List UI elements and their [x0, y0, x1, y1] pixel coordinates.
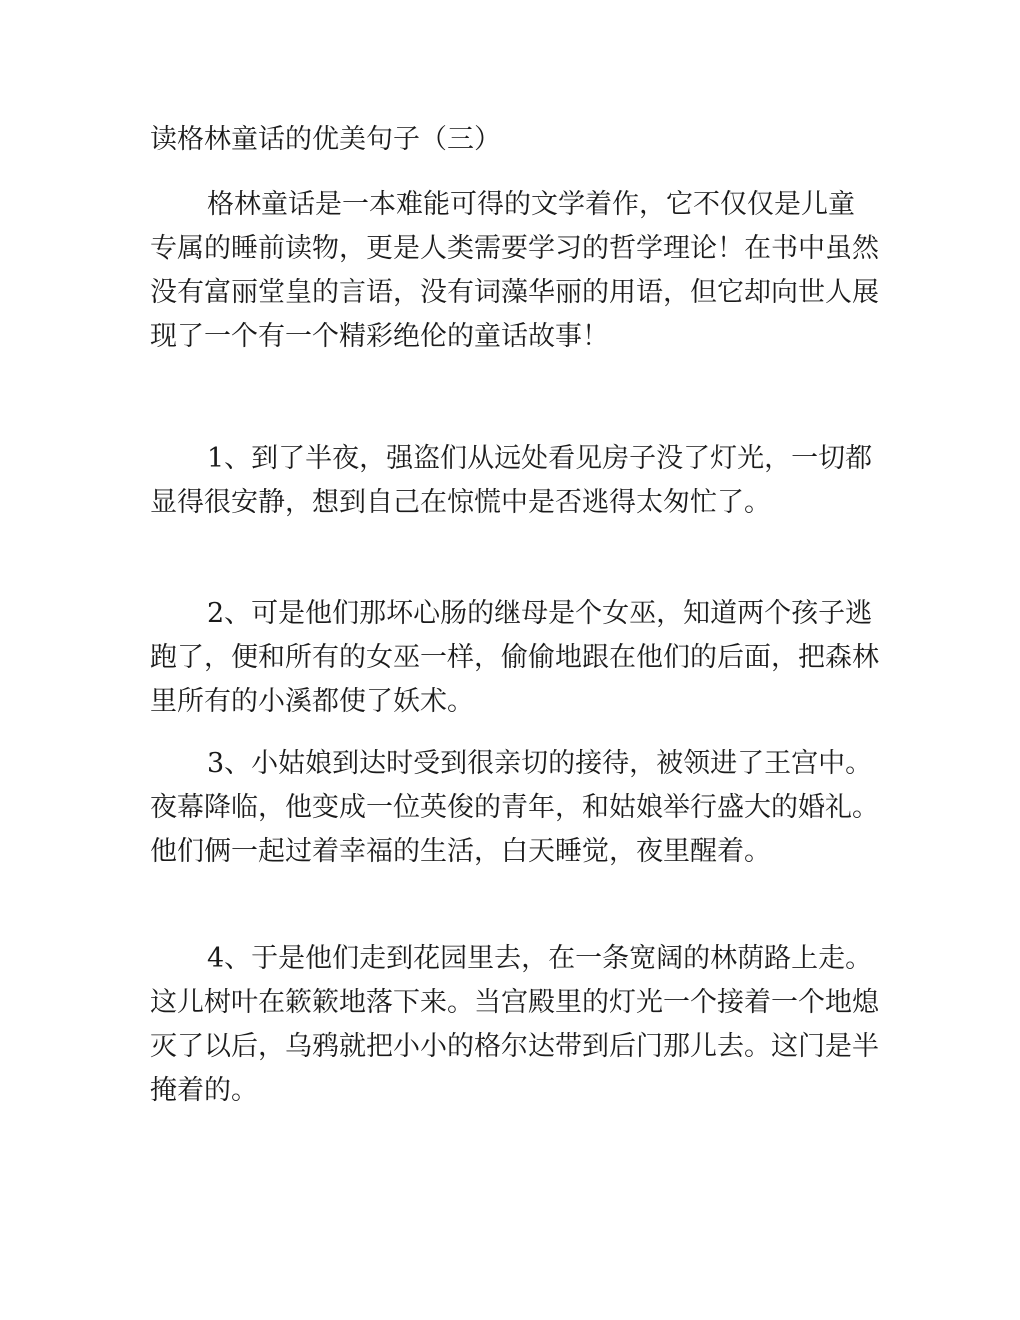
quote-item-4: 4、于是他们走到花园里去，在一条宽阔的林荫路上走。这儿树叶在簌簌地落下来。当宫殿里的灯光一个接着一个地熄灭了以后，乌鸦就把小小的格尔达带到后门那儿去。这门是半掩着的。 — [150, 943, 879, 1106]
document-title: 读格林童话的优美句子（三） — [150, 124, 501, 155]
quote-item-2: 2、可是他们那坏心肠的继母是个女巫，知道两个孩子逃跑了，便和所有的女巫一样，偷偷地跟在他们的后面，把森林里所有的小溪都使了妖术。 — [150, 598, 879, 717]
intro-paragraph: 格林童话是一本难能可得的文学着作，它不仅仅是儿童专属的睡前读物，更是人类需要学习的哲学理论！在书中虽然没有富丽堂皇的言语，没有词藻华丽的用语，但它却向世人展现了一个有一个精彩绝伦的童话故事！ — [150, 189, 879, 352]
quote-item-3: 3、小姑娘到达时受到很亲切的接待，被领进了王宫中。夜幕降临，他变成一位英俊的青年，和姑娘举行盛大的婚礼。他们俩一起过着幸福的生活，白天睡觉，夜里醒着。 — [150, 748, 879, 867]
quote-item-1: 1、到了半夜，强盗们从远处看见房子没了灯光，一切都显得很安静，想到自己在惊慌中是否逃得太匆忙了。 — [150, 443, 873, 518]
